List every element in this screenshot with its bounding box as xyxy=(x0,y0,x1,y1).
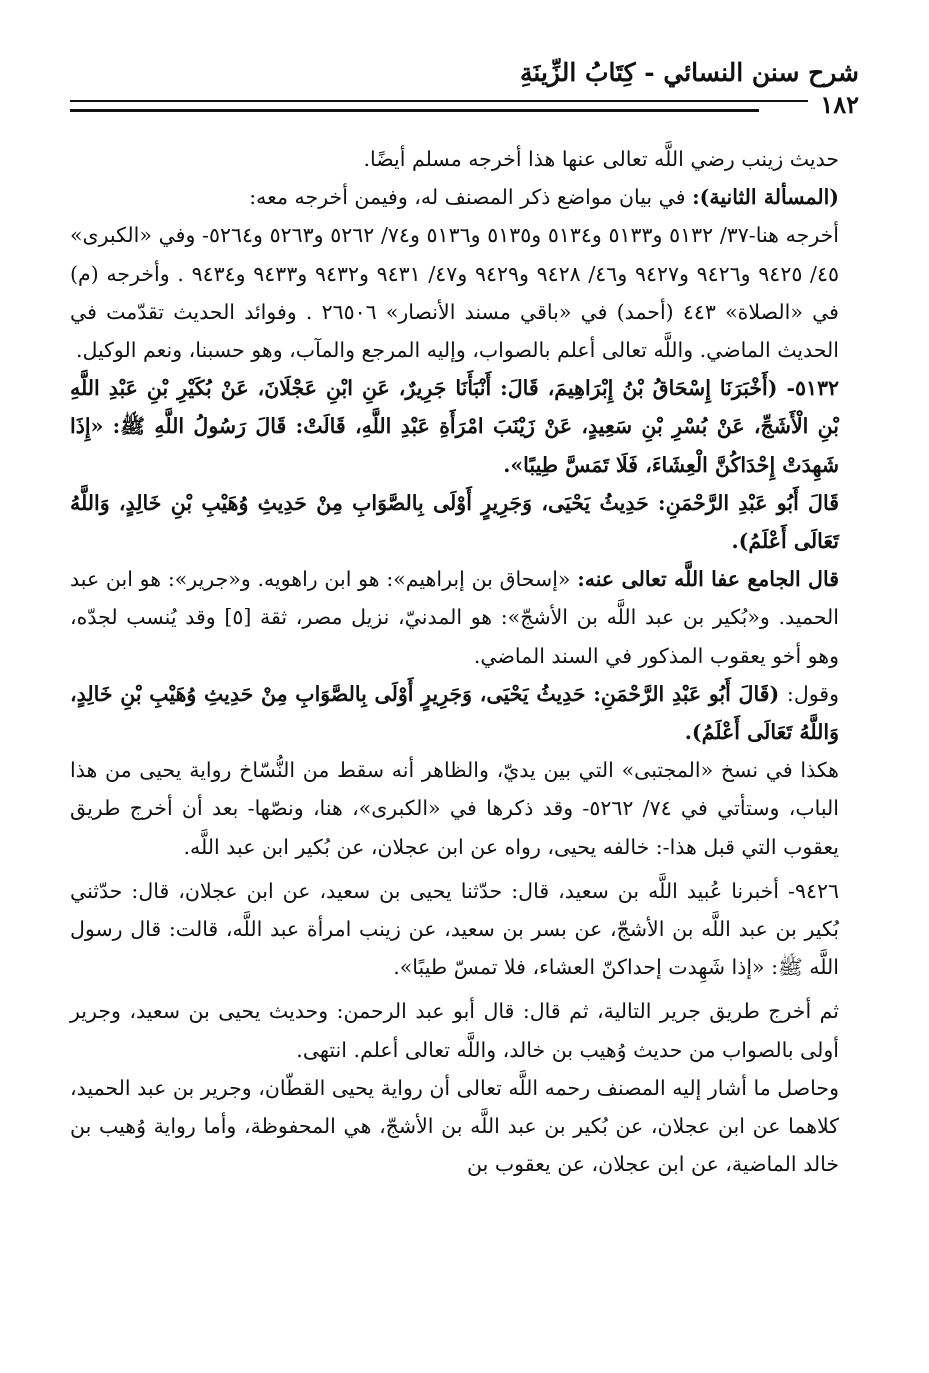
section-heading: (المسألة الثانية): xyxy=(692,185,839,210)
paragraph: حديث زينب رضي اللَّه تعالى عنها هذا أخرجه مسلم أيضًا. xyxy=(363,147,839,171)
hadith-text: ٥١٣٢- (أَخْبَرَنَا إِسْحَاقُ بْنُ إِبْرَاهِيمَ، قَالَ: أَنْبَأَنَا جَرِيرٌ، عَنِ ابْنِ عَجْلَانَ، عَنْ بُكَيْرِ بْنِ عَبْدِ اللَّهِ بْنِ الْأَشَجِّ، عَنْ بُسْرِ بْنِ سَعِيدٍ، عَنْ زَيْنَبَ امْرَأَةِ عَبْدِ اللَّهِ، قَالَتْ: قَالَ رَسُولُ اللَّهِ ﷺ: «إِذَا شَهِدَتْ إِحْدَاكُنَّ الْعِشَاءَ، فَلَا تَمَسَّ طِيبًا». xyxy=(70,376,839,477)
header-rule-thick xyxy=(70,109,759,112)
page-body xyxy=(70,140,839,1183)
paragraph: أخرجه هنا-٣٧/ ٥١٣٢ و٥١٣٣ و٥١٣٤ و٥١٣٥ و٥١٣٦ و٧٤/ ٥٢٦٢ و٥٢٦٣ و٥٢٦٤- وفي «الكبرى» ٤٥/ ٩٤٢٥ و٩٤٢٦ و٩٤٢٧ و٤٦/ ٩٤٢٨ و٩٤٢٩ و٤٧/ ٩٤٣١ و٩٤٣٢ و٩٤٣٣ و٩٤٣٤ . وأخرجه (م) في «الصلاة» ٤٤٣ (أحمد) في «باقي مسند الأنصار» ٢٦٥٠٦ . وفوائد الحديث تقدّمت في الحديث الماضي. واللَّه تعالى أعلم بالصواب، وإليه المرجع والمآب، وهو حسبنا، ونعم الوكيل. xyxy=(70,223,839,363)
hadith-comment: قَالَ أَبُو عَبْدِ الرَّحْمَنِ: حَدِيثُ يَحْيَى، وَجَرِيرٍ أَوْلَى بِالصَّوَابِ مِنْ حَدِيثِ وُهَيْبِ بْنِ خَالِدٍ، وَاللَّهُ تَعَالَى أَعْلَمُ). xyxy=(70,490,839,554)
paragraph: وقول: (قَالَ أَبُو عَبْدِ الرَّحْمَنِ: حَدِيثُ يَحْيَى، وَجَرِيرٍ أَوْلَى بِالصَّوَابِ مِنْ حَدِيثِ وُهَيْبِ بْنِ خَالِدٍ، وَاللَّهُ تَعَالَى أَعْلَمُ). xyxy=(70,681,839,745)
page-number: ١٨٢ xyxy=(808,90,859,119)
paragraph: ٩٤٢٦- أخبرنا عُبيد اللَّه بن سعيد، قال: حدّثنا يحيى بن سعيد، عن ابن عجلان، قال: حدّثني بُكير بن عبد اللَّه بن الأشجّ، عن بسر بن سعيد، عن زينب امرأة عبد اللَّه، قالت: قال رسول اللَّه ﷺ: «إذا شَهِدت إحداكنّ العشاء، فلا تمسّ طيبًا». xyxy=(70,878,839,980)
paragraph: هكذا في نسخ «المجتبى» التي بين يديّ، والظاهر أنه سقط من النُّسّاخ رواية يحيى من هذا الباب، وستأتي في ٧٤/ ٥٢٦٢- وقد ذكرها في «الكبرى»، هنا، ونصّها- بعد أن أخرج طريق يعقوب التي قبل هذا-: خالفه يحيى، رواه عن ابن عجلان، عن بُكير ابن عبد اللَّه. xyxy=(70,758,839,859)
running-header: شرح سنن النسائي - كِتَابُ الزِّينَةِ xyxy=(520,58,859,87)
paragraph: (المسألة الثانية): في بيان مواضع ذكر المصنف له، وفيمن أخرجه معه: xyxy=(249,185,839,210)
paragraph: وحاصل ما أشار إليه المصنف رحمه اللَّه تعالى أن رواية يحيى القطّان، وجرير بن عبد الحميد، كلاهما عن ابن عجلان، عن بُكير بن عبد اللَّه بن الأشجّ، هي المحفوظة، وأما رواية وُهيب بن خالد الماضية، عن ابن عجلان، عن يعقوب بن xyxy=(70,1075,839,1177)
header-rule xyxy=(70,100,859,102)
commentary-lead: قال الجامع عفا اللَّه تعالى عنه: xyxy=(577,567,839,592)
paragraph: ثم أخرج طريق جرير التالية، ثم قال: قال أبو عبد الرحمن: وحديث يحيى بن سعيد، وجرير أولى بالصواب من حديث وُهيب بن خالد، واللَّه تعالى أعلم. انتهى. xyxy=(70,999,839,1062)
quoted-text: (قَالَ أَبُو عَبْدِ الرَّحْمَنِ: حَدِيثُ يَحْيَى، وَجَرِيرٍ أَوْلَى بِالصَّوَابِ مِنْ حَدِيثِ وُهَيْبِ بْنِ خَالِدٍ، وَاللَّهُ تَعَالَى أَعْلَمُ). xyxy=(70,681,839,745)
paragraph: قال الجامع عفا اللَّه تعالى عنه: «إسحاق بن إبراهيم»: هو ابن راهويه. و«جرير»: هو ابن عبد الحميد. و«بُكير بن عبد اللَّه بن الأشجّ»: هو المدنيّ، نزيل مصر، ثقة [٥] وقد يُنسب لجدّه، وهو أخو يعقوب المذكور في السند الماضي. xyxy=(70,567,839,668)
